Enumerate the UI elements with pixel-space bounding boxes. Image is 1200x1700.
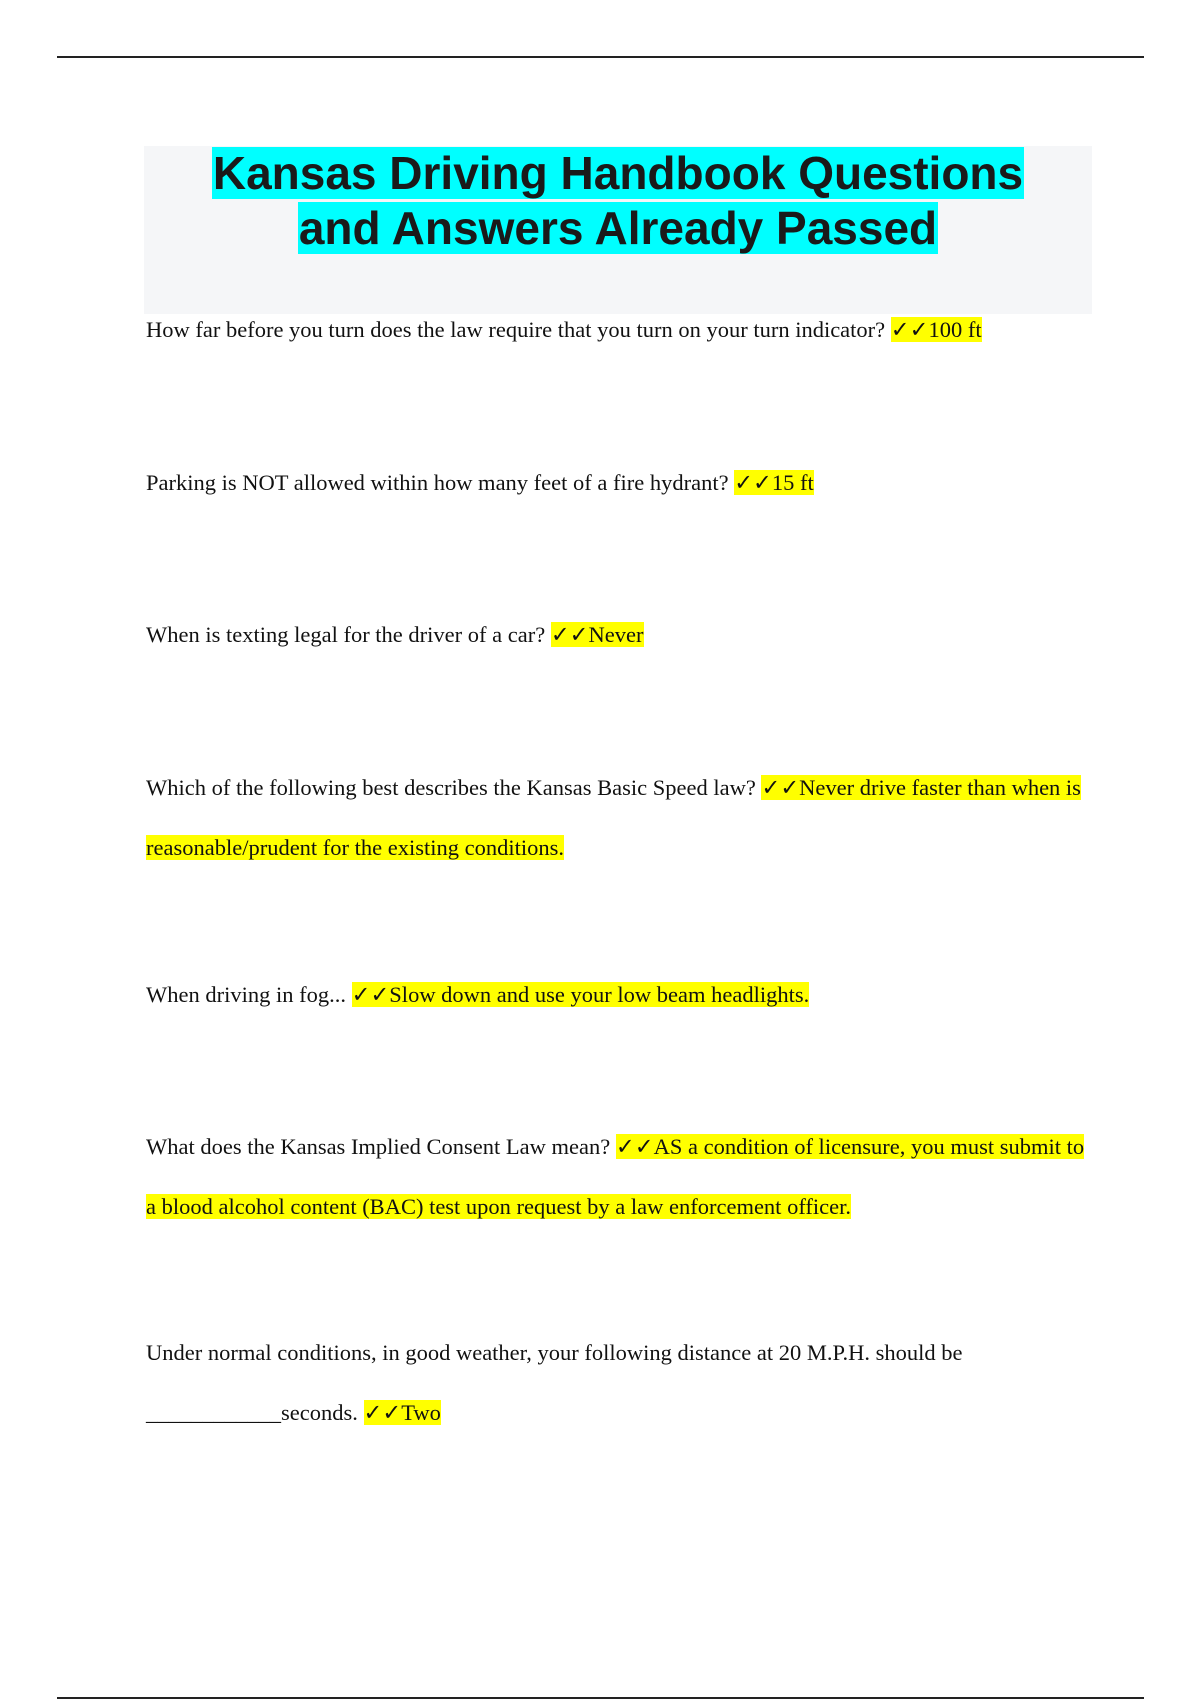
answer-text: ✓✓Slow down and use your low beam headlights. <box>351 982 810 1007</box>
answer-text: ✓✓15 ft <box>734 470 814 495</box>
question-text: Parking is NOT allowed within how many feet of a fire hydrant? <box>146 470 729 495</box>
top-rule <box>57 56 1144 58</box>
question-text: Under normal conditions, in good weather, your following distance at 20 M.P.H. should be ____________seconds. <box>146 1340 963 1425</box>
qa-item-3 <box>146 605 1086 665</box>
answer-text: ✓✓AS a condition of licensure, you must submit to a blood alcohol content (BAC) test upon request by a law enforcement officer. <box>146 1134 1085 1219</box>
answer-text: ✓✓Two <box>363 1400 441 1425</box>
qa-item-5 <box>146 965 1086 1025</box>
answer-text: ✓✓Never <box>550 622 644 647</box>
qa-item-6 <box>146 1117 1086 1237</box>
question-text: When is texting legal for the driver of a car? <box>146 622 546 647</box>
question-text: What does the Kansas Implied Consent Law mean? <box>146 1134 611 1159</box>
bottom-rule <box>57 1697 1144 1699</box>
qa-item-7 <box>146 1323 1086 1443</box>
answer-text: ✓✓Never drive faster than when is reasonable/prudent for the existing conditions. <box>146 775 1081 860</box>
title-banner <box>144 146 1092 314</box>
title-line-1: Kansas Driving Handbook Questions <box>212 147 1024 199</box>
question-text: How far before you turn does the law require that you turn on your turn indicator? <box>146 317 886 342</box>
qa-item-4 <box>146 758 1086 878</box>
qa-item-2 <box>146 453 1086 513</box>
page-title <box>212 146 1024 256</box>
question-text: When driving in fog... <box>146 982 346 1007</box>
title-line-2: and Answers Already Passed <box>298 202 938 254</box>
answer-text: ✓✓100 ft <box>890 317 982 342</box>
question-text: Which of the following best describes the Kansas Basic Speed law? <box>146 775 756 800</box>
qa-item-1 <box>146 300 1086 360</box>
